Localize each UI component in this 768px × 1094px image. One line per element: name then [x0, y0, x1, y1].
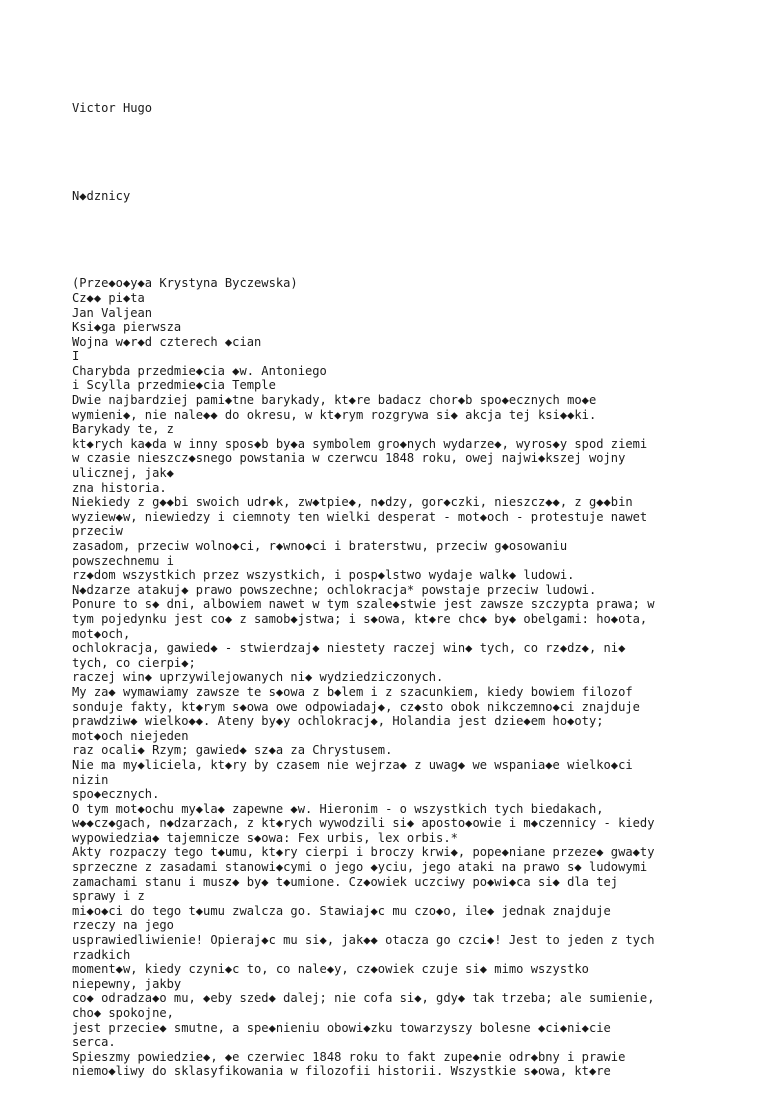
text-line: raz ocali◆ Rzym; gawied◆ sz◆a za Chrystusem.: [72, 743, 393, 758]
document-body: [72, 276, 762, 1079]
document-title: N◆dznicy: [72, 188, 131, 203]
text-line: Jan Valjean: [72, 305, 153, 320]
text-line: O tym mot◆ochu my◆la◆ zapewne ◆w. Hieronim - o wszystkich tych biedakach,: [72, 801, 604, 816]
text-line: raczej win◆ uprzywilejowanych ni◆ wydziedziczonych.: [72, 670, 444, 685]
text-line: sprawy i z: [72, 889, 145, 904]
text-line: Ksi◆ga pierwsza: [72, 320, 182, 335]
text-line: N◆dzarze atakuj◆ prawo powszechne; ochlokracja* powstaje przeciw ludowi.: [72, 582, 597, 597]
text-line: Akty rozpaczy tego t◆umu, kt◆ry cierpi i broczy krwi◆, pope◆niane przeze◆ gwa◆ty: [72, 845, 655, 860]
text-line: Dwie najbardziej pami◆tne barykady, kt◆re badacz chor◆b spo◆ecznych mo◆e: [72, 393, 597, 408]
text-line: sprzeczne z zasadami stanowi◆cymi o jego ◆yciu, jego ataki na prawo s◆ ludowymi: [72, 860, 648, 875]
text-line: mot◆och niejeden: [72, 728, 189, 743]
spacer: [72, 145, 762, 160]
text-line: Spieszmy powiedzie◆, ◆e czerwiec 1848 roku to fakt zupe◆nie odr◆bny i prawie: [72, 1049, 626, 1064]
document-author: Victor Hugo: [72, 101, 153, 116]
text-line: My za◆ wymawiamy zawsze te s◆owa z b◆lem i z szacunkiem, kiedy bowiem filozof: [72, 684, 633, 699]
text-line: ulicznej, jak◆: [72, 466, 174, 481]
text-line: wymieni◆, nie nale◆◆ do okresu, w kt◆rym rozgrywa si◆ akcja tej ksi◆◆ki.: [72, 407, 597, 422]
text-line: Wojna w◆r◆d czterech ◆cian: [72, 334, 262, 349]
text-line: przeciw: [72, 524, 123, 539]
text-line: Cz◆◆ pi◆ta: [72, 290, 145, 305]
text-line: tych, co cierpi◆;: [72, 655, 196, 670]
text-line: co◆ odradza◆o mu, ◆eby szed◆ dalej; nie cofa si◆, gdy◆ tak trzeba; ale sumienie,: [72, 991, 655, 1006]
text-line: Niekiedy z g◆◆bi swoich udr◆k, zw◆tpie◆, n◆dzy, gor◆czki, nieszcz◆◆, z g◆◆bin: [72, 495, 633, 510]
text-line: powszechnemu i: [72, 553, 174, 568]
text-line: jest przecie◆ smutne, a spe◆nieniu obowi◆zku towarzyszy bolesne ◆ci◆ni◆cie: [72, 1020, 611, 1035]
text-line: zasadom, przeciw wolno◆ci, r◆wno◆ci i braterstwu, przeciw g◆osowaniu: [72, 539, 568, 553]
text-line: nizin: [72, 772, 109, 787]
text-line: Charybda przedmie◆cia ◆w. Antoniego: [72, 363, 327, 378]
text-line: usprawiedliwienie! Opieraj◆c mu si◆, jak◆◆ otacza go czci◆! Jest to jeden z tych: [72, 933, 655, 948]
text-line: prawdziw◆ wielko◆◆. Ateny by◆y ochlokracj◆, Holandia jest dzie◆em ho◆oty;: [72, 714, 604, 729]
text-line: kt◆rych ka◆da w inny spos◆b by◆a symbolem gro◆nych wydarze◆, wyros◆y spod ziemi: [72, 436, 648, 451]
text-line: rz◆dom wszystkich przez wszystkich, i posp◆lstwo wydaje walk◆ ludowi.: [72, 568, 575, 583]
text-line: w czasie nieszcz◆snego powstania w czerwcu 1848 roku, owej najwi◆kszej wojny: [72, 451, 626, 466]
document-page: [72, 72, 762, 1094]
text-line: Ponure to s◆ dni, albowiem nawet w tym szale◆stwie jest zawsze szczypta prawa; w: [72, 597, 655, 612]
text-line: Barykady te, z: [72, 422, 174, 437]
text-line: wyziew◆w, niewiedzy i ciemnoty ten wielki desperat - mot◆och - protestuje nawet: [72, 509, 648, 524]
text-line: rzeczy na jego: [72, 918, 174, 933]
text-line: I: [72, 349, 80, 364]
text-line: Nie ma my◆liciela, kt◆ry by czasem nie wejrza◆ z uwag◆ we wspania◆e wielko◆ci: [72, 757, 633, 772]
text-line: zna historia.: [72, 480, 167, 495]
text-line: w◆◆cz◆gach, n◆dzarzach, z kt◆rych wywodzili si◆ aposto◆owie i m◆czennicy - kiedy: [72, 816, 655, 831]
text-line: i Scylla przedmie◆cia Temple: [72, 378, 276, 393]
text-line: sonduje fakty, kt◆rym s◆owa owe odpowiadaj◆, cz◆sto obok nikczemno◆ci znajduje: [72, 699, 640, 714]
text-line: spo◆ecznych.: [72, 787, 160, 802]
text-line: (Prze◆o◆y◆a Krystyna Byczewska): [72, 276, 298, 291]
text-line: rzadkich: [72, 947, 131, 962]
text-line: tym pojedynku jest co◆ z samob◆jstwa; i s◆owa, kt◆re chc◆ by◆ obelgami: ho◆ota,: [72, 611, 648, 626]
text-line: niemo◆liwy do sklasyfikowania w filozofii historii. Wszystkie s◆owa, kt◆re: [72, 1064, 611, 1079]
text-line: niepewny, jakby: [72, 976, 182, 991]
text-line: wypowiedzia◆ tajemnicze s◆owa: Fex urbis, lex orbis.*: [72, 830, 458, 845]
text-line: cho◆ spokojne,: [72, 1006, 174, 1020]
text-line: serca.: [72, 1035, 116, 1050]
text-line: mi◆o◆ci do tego t◆umu zwalcza go. Stawiaj◆c mu czo◆o, ile◆ jednak znajduje: [72, 903, 611, 918]
spacer: [72, 233, 762, 248]
text-line: zamachami stanu i musz◆ by◆ t◆umione. Cz◆owiek uczciwy po◆wi◆ca si◆ dla tej: [72, 874, 619, 889]
text-line: mot◆och,: [72, 626, 131, 641]
text-line: ochlokracja, gawied◆ - stwierdzaj◆ niestety raczej win◆ tych, co rz◆dz◆, ni◆: [72, 641, 626, 656]
text-line: moment◆w, kiedy czyni◆c to, co nale◆y, cz◆owiek czuje si◆ mimo wszystko: [72, 962, 589, 977]
